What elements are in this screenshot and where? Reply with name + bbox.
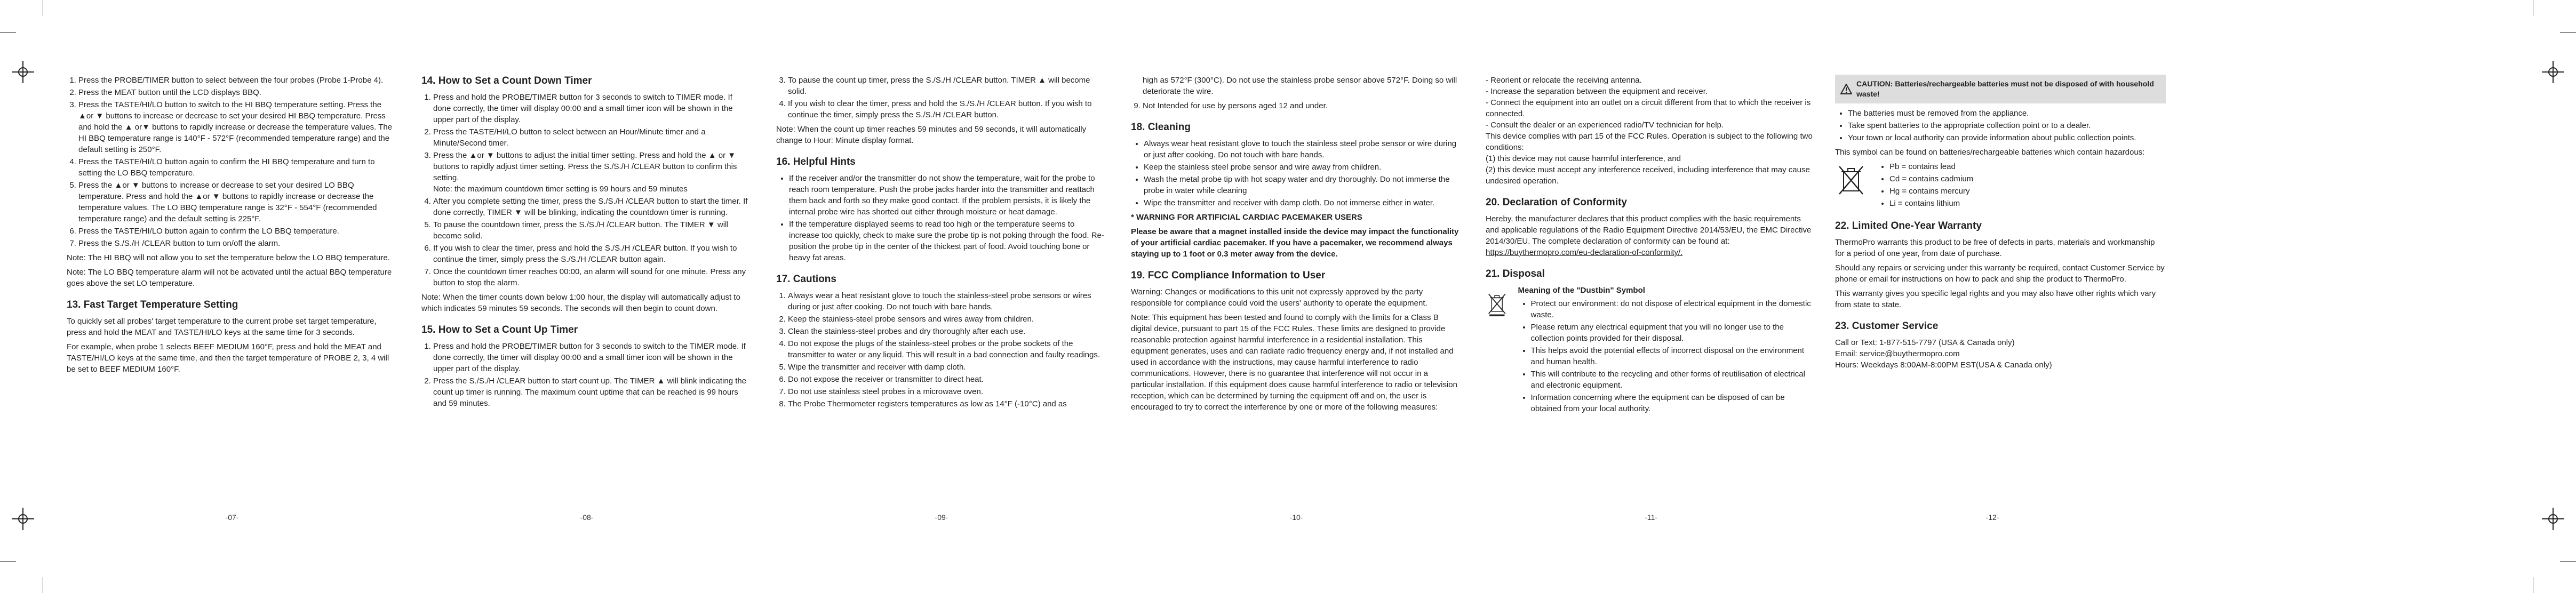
list-item: • Please return any electrical equipment that you will no longer use to the collection points provided for their disposal. — [1531, 322, 1816, 344]
note: Note: When the count up timer reaches 59 minutes and 59 seconds, it will automatically change to Hour: Minute display format. — [776, 125, 1087, 145]
page-09 — [776, 75, 1107, 413]
list-item: - Consult the dealer or an experienced radio/TV technician for help. — [1486, 121, 1724, 130]
paragraph: Warning: Changes or modifications to this unit not expressly approved by the party responsible for compliance could void the users' authority to operate the equipment. — [1131, 287, 1427, 308]
email-line[interactable]: Email: service@buythermopro.com — [1835, 349, 1960, 358]
list-item: 6. Press the TASTE/HI/LO button again to confirm the LO BBQ temperature. — [78, 226, 397, 237]
hints-list — [776, 173, 1107, 263]
registration-mark-top-right — [2546, 65, 2560, 79]
metals-list — [1877, 161, 1973, 210]
section-heading: 17. Cautions — [776, 274, 836, 285]
list-item: 3. Clean the stainless-steel probes and dry thoroughly after each use. — [788, 326, 1107, 337]
section-heading: 20. Declaration of Conformity — [1486, 197, 1627, 208]
list-item: • Keep the stainless steel probe sensor and wire away from children. — [1144, 162, 1462, 173]
page-07 — [67, 75, 397, 378]
page-11 — [1486, 75, 1816, 420]
list-item: 3. To pause the count up timer, press the S./S./H /CLEAR button. TIMER ▲ will become solid. — [788, 75, 1107, 97]
list-item: 5. Wipe the transmitter and receiver with damp cloth. — [788, 362, 1107, 373]
list-item: 5. To pause the countdown timer, press the S./S./H /CLEAR button. The TIMER ▼ will become solid. — [433, 219, 752, 242]
paragraph: For example, when probe 1 selects BEEF MEDIUM 160°F, press and hold the MEAT and TASTE/HI/LO keys at the same time, and then the target temperature of PROBE 2, 3, 4 will be set to BEEF MEDIUM 160°F. — [67, 342, 389, 374]
crop-mark — [2560, 561, 2576, 562]
list-item: • Cd = contains cadmium — [1889, 173, 1973, 185]
bbq-steps-list — [67, 75, 397, 249]
list-item: • Wash the metal probe tip with hot soapy water and dry thoroughly. Do not immerse the probe in water while cleaning — [1144, 174, 1462, 196]
list-item: • Your town or local authority can provide information about public collection points. — [1848, 132, 2166, 143]
countup-steps-continued — [776, 75, 1107, 121]
note: Note: The LO BBQ temperature alarm will not be activated until the actual BBQ temperature goes above the set LO temperature. — [67, 268, 392, 288]
pacemaker-warning-heading: * WARNING FOR ARTIFICIAL CARDIAC PACEMAKER USERS — [1131, 213, 1362, 222]
paragraph: Should any repairs or servicing under this warranty be required, contact Customer Service by phone or email for instructions on how to pack and ship the product to ThermoPro. — [1835, 263, 2165, 284]
paragraph: This symbol can be found on batteries/rechargeable batteries which contain hazardous: — [1835, 148, 2145, 157]
registration-mark-bottom-right — [2546, 512, 2560, 526]
pacemaker-warning-text: Please be aware that a magnet installed inside the device may impact the functionality of your artificial cardiac pacemaker. If you have a pacemaker, we recommend always staying up to 1 foot or 0.3 meter away from the device. — [1131, 227, 1459, 259]
list-item: • Li = contains lithium — [1889, 198, 1973, 209]
hours-line: Hours: Weekdays 8:00AM-8:00PM EST(USA & Canada only) — [1835, 360, 2052, 370]
battery-caution-box: CAUTION: Batteries/rechargeable batteries must not be disposed of with household waste! — [1835, 75, 2166, 103]
list-item: 7. Press the S./S./H /CLEAR button to turn on/off the alarm. — [78, 238, 397, 249]
paragraph: To quickly set all probes' target temperature to the current probe set target temperature, press and hold the MEAT and TASTE/HI/LO keys at the same time for 3 seconds. — [67, 317, 377, 337]
cleaning-list — [1131, 138, 1462, 209]
list-item: 6. If you wish to clear the timer, press and hold the S./S./H /CLEAR button. If you wish to continue the timer, simply press the S./S./H /CLEAR button again. — [433, 243, 752, 265]
paragraph: Hereby, the manufacturer declares that this product complies with the basic requirements and applicable regulations of the Radio Equipment Directive 2014/53/EU, the EMC Directive 2014/30/EU. The complete declaration of conformity can be found at: — [1486, 214, 1812, 246]
list-item: 5. Press the ▲or ▼ buttons to increase or decrease to set your desired LO BBQ temperature. Press and hold the ▲or ▼ buttons to rapidly increase or decrease the temperature values. The LO BBQ temperature range is 32°F - 554°F (recommended temperature range) and the default setting is 225°F. — [78, 180, 397, 225]
page-08 — [421, 75, 752, 412]
paragraph: This device complies with part 15 of the FCC Rules. Operation is subject to the following two conditions: — [1486, 132, 1813, 152]
list-item: - Reorient or relocate the receiving antenna. — [1486, 76, 1642, 85]
list-item: 4. Do not expose the plugs of the stainless-steel probes or the probe sockets of the transmitter to water or any liquid. This will result in a bad connection and faulty readings. — [788, 338, 1107, 360]
page-number: -09- — [935, 513, 948, 522]
list-item: 3. Press the ▲or ▼ buttons to adjust the initial timer setting. Press and hold the ▲ or ▼ buttons to rapidly adjust timer setting. Press the S./S./H /CLEAR button to confirm this setting. Note: the maximum countdown timer setting is 99 hours and 59 minutes — [433, 150, 752, 195]
list-item: - Increase the separation between the equipment and receiver. — [1486, 87, 1708, 96]
cautions-list-continued — [1131, 100, 1462, 111]
disposal-list — [1518, 298, 1816, 414]
list-item: 2. Press the S./S./H /CLEAR button to start count up. The TIMER ▲ will blink indicating the count up timer is running. The maximum count uptime that can be reached is 99 hours and 59 minutes. — [433, 375, 752, 409]
registration-mark-top-left — [16, 65, 30, 79]
list-item: 1. Press and hold the PROBE/TIMER button for 3 seconds to switch to the TIMER mode. If done correctly, the timer will display 00:00 and a small timer icon will be shown in the upper part of the display. — [433, 341, 752, 374]
page-number: -11- — [1645, 513, 1657, 522]
list-item: 2. Press the MEAT button until the LCD displays BBQ. — [78, 87, 397, 98]
list-item: • Take spent batteries to the appropriate collection point or to a dealer. — [1848, 120, 2166, 131]
list-item: • If the receiver and/or the transmitter do not show the temperature, wait for the probe to reach room temperature. Push the probe jacks harder into the transmitter and reattach them back and forth so they make good contact. If the problem persists, it is likely the internal probe wire has shorted out either through moisture or heat damage. — [789, 173, 1107, 218]
section-heading: 16. Helpful Hints — [776, 156, 856, 167]
countup-steps-list — [421, 341, 752, 409]
section-heading: 21. Disposal — [1486, 268, 1545, 279]
cautions-list — [776, 290, 1107, 410]
phone-line: Call or Text: 1-877-515-7797 (USA & Canada only) — [1835, 338, 2015, 347]
page-number: -07- — [225, 513, 239, 522]
crop-mark — [2560, 32, 2576, 33]
list-item: 2. Keep the stainless-steel probe sensors and wires away from children. — [788, 314, 1107, 325]
section-heading: 14. How to Set a Count Down Timer — [421, 75, 592, 86]
list-item: 2. Press the TASTE/HI/LO button to select between an Hour/Minute timer and a Minute/Second timer. — [433, 126, 752, 149]
list-item: 4. If you wish to clear the timer, press and hold the S./S./H /CLEAR button. If you wish to continue the timer, simply press the S./S./H /CLEAR button. — [788, 98, 1107, 121]
page-number: -08- — [580, 513, 594, 522]
page-12 — [1835, 75, 2166, 371]
list-item: 7. Do not use stainless steel probes in a microwave oven. — [788, 386, 1107, 397]
paragraph: (2) this device must accept any interference received, including interference that may cause undesired operation. — [1486, 165, 1810, 186]
list-item: • Hg = contains mercury — [1889, 186, 1973, 197]
list-item: • Pb = contains lead — [1889, 161, 1973, 172]
list-item: 1. Press and hold the PROBE/TIMER button for 3 seconds to switch to TIMER mode. If done correctly, the timer will display 00:00 and a small timer icon will be shown in the upper part of the display. — [433, 92, 752, 125]
list-item: 4. Press the TASTE/HI/LO button again to confirm the HI BBQ temperature and turn to setting the LO BBQ temperature. — [78, 156, 397, 179]
list-item: • Always wear heat resistant glove to touch the stainless steel probe sensor or wire during or just after cooking. Do not touch with bare hands. — [1144, 138, 1462, 161]
paragraph: Note: This equipment has been tested and found to comply with the limits for a Class B digital device, pursuant to part 15 of the FCC Rules. These limits are designed to provide reasonable protection against harmful interference in a residential installation. This equipment generates, uses and can radiate radio frequency energy and, if not installed and used in accordance with the instructions, may cause harmful interference to radio communications. However, there is no guarantee that interference will not occur in a particular installation. If this equipment does cause harmful interference to radio or television reception, which can be determined by turning the equipment off and on, the user is encouraged to try to correct the interference by one or more of the following measures: — [1131, 313, 1457, 412]
battery-list — [1835, 108, 2166, 143]
section-heading: 19. FCC Compliance Information to User — [1131, 270, 1326, 281]
battery-symbol-block — [1835, 161, 2166, 210]
list-item: 9. Not Intended for use by persons aged 12 and under. — [1143, 100, 1462, 111]
crossed-dustbin-icon — [1486, 285, 1509, 322]
list-item: • This helps avoid the potential effects of incorrect disposal on the environment and human health. — [1531, 345, 1816, 367]
list-item: • Protect our environment: do not dispose of electrical equipment in the domestic waste. — [1531, 298, 1816, 320]
list-item: 8. The Probe Thermometer registers temperatures as low as 14°F (-10°C) and as — [788, 398, 1107, 410]
list-item: 6. Do not expose the receiver or transmitter to direct heat. — [788, 374, 1107, 385]
dustbin-title: Meaning of the "Dustbin" Symbol — [1518, 286, 1645, 295]
note: Note: the maximum countdown timer setting is 99 hours and 59 minutes — [433, 185, 688, 194]
page-number: -12- — [1985, 513, 1999, 522]
list-item: 1. Always wear a heat resistant glove to touch the stainless-steel probe sensors or wires during or just after cooking. Do not touch with bare hands. — [788, 290, 1107, 312]
paragraph: This warranty gives you specific legal rights and you may also have other rights which vary from state to state. — [1835, 289, 2156, 309]
paragraph: high as 572°F (300°C). Do not use the stainless probe sensor above 572°F. Doing so will deteriorate the wire. — [1143, 76, 1457, 96]
declaration-link[interactable]: https://buythermopro.com/eu-declaration-of-conformity/. — [1486, 248, 1683, 257]
list-item: • This will contribute to the recycling and other forms of reutilisation of electrical and electronic equipment. — [1531, 368, 1816, 391]
section-heading: 18. Cleaning — [1131, 122, 1191, 133]
crop-mark — [0, 561, 16, 562]
note: Note: When the timer counts down below 1:00 hour, the display will automatically adjust to which indicates 59 minutes 59 seconds. The seconds will then begin to count down. — [421, 293, 740, 313]
list-item: • The batteries must be removed from the appliance. — [1848, 108, 2166, 119]
list-item: • Wipe the transmitter and receiver with damp cloth. Do not immerse either in water. — [1144, 197, 1462, 209]
list-item: • Information concerning where the equipment can be disposed of can be obtained from your local authority. — [1531, 392, 1816, 414]
list-item: • If the temperature displayed seems to read too high or the temperature seems to increase too quickly, check to make sure the probe tip is not poking through the food. Re-position the probe tip in the center of the thickest part of food. Avoid touching bone or heavy fat areas. — [789, 219, 1107, 263]
list-item: 1. Press the PROBE/TIMER button to select between the four probes (Probe 1-Probe 4). — [78, 75, 397, 86]
list-item: 3. Press the TASTE/HI/LO button to switch to the HI BBQ temperature setting. Press the ▲or ▼ buttons to increase or decrease to set your desired HI BBQ temperature. Press and hold the ▲ or▼ buttons to rapidly increase or decrease the temperature values. The HI BBQ temperature range is 140°F - 572°F (recommended temperature range) and the default setting is 250°F. — [78, 99, 397, 155]
crossed-battery-bin-icon — [1835, 161, 1867, 198]
section-heading: 13. Fast Target Temperature Setting — [67, 299, 238, 310]
disposal-block — [1486, 285, 1816, 415]
warning-triangle-icon — [1840, 84, 1852, 94]
paragraph: ThermoPro warrants this product to be free of defects in parts, materials and workmanship for a period of one year, from date of purchase. — [1835, 238, 2155, 258]
list-item: 7. Once the countdown timer reaches 00:00, an alarm will sound for one minute. Press any button to stop the alarm. — [433, 266, 752, 289]
note: Note: The HI BBQ will not allow you to set the temperature below the LO BBQ temperature. — [67, 253, 390, 262]
paragraph: (1) this device may not cause harmful interference, and — [1486, 154, 1681, 163]
registration-mark-bottom-left — [16, 512, 30, 526]
list-item: - Connect the equipment into an outlet on a circuit different from that to which the receiver is connected. — [1486, 98, 1811, 118]
page-10 — [1131, 75, 1462, 416]
crop-mark — [0, 32, 16, 33]
section-heading: 15. How to Set a Count Up Timer — [421, 324, 578, 335]
section-heading: 22. Limited One-Year Warranty — [1835, 220, 1982, 231]
countdown-steps-list — [421, 92, 752, 289]
page-number: -10- — [1289, 513, 1303, 522]
list-item: 4. After you complete setting the timer, press the S./S./H /CLEAR button to start the timer. If done correctly, TIMER ▼ will be blinking, indicating the countdown timer is running. — [433, 196, 752, 218]
section-heading: 23. Customer Service — [1835, 320, 1939, 332]
